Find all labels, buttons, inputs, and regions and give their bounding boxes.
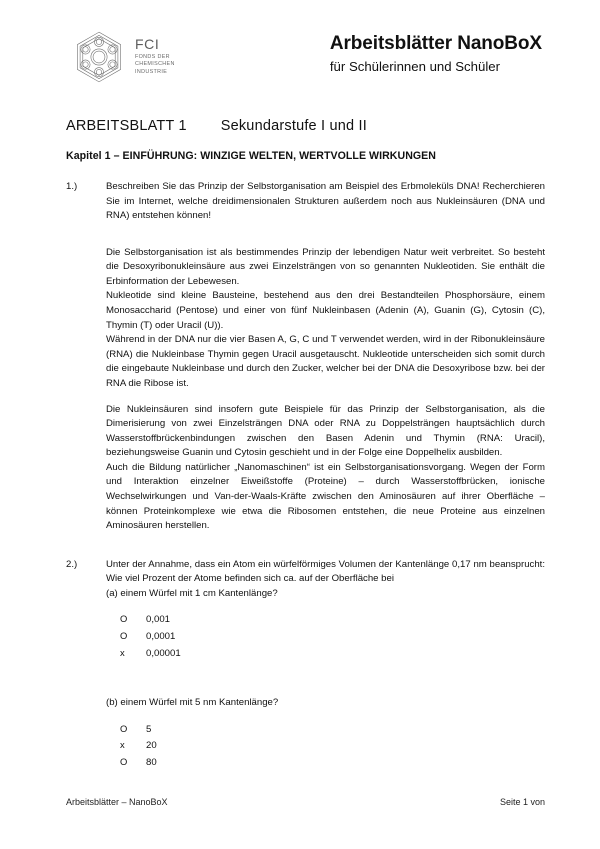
answer-paragraph: Während in der DNA nur die vier Basen A, G, C und T verwendet werden, wird in der Ribonukleinsäure (RNA) die Nukleinbase Thymin gegen Uracil ausgetauscht. Nukleotide unterscheiden sich somit durch die eingebaute Nukleinbase und durch den Zucker, welcher bei der DNA die Desoxyribose bzw. bei der RNA die Ribose ist. <box>106 334 545 389</box>
option-marker-selected[interactable]: x <box>120 646 125 658</box>
header-title-block <box>330 33 542 75</box>
spacer <box>0 673 600 685</box>
spacer <box>0 534 600 546</box>
option-value: 0,001 <box>146 614 171 626</box>
option-row[interactable] <box>120 737 600 754</box>
option-marker[interactable]: O <box>120 755 128 767</box>
spacer <box>0 224 600 235</box>
option-marker[interactable]: O <box>120 629 128 641</box>
worksheet-sheet-label: ARBEITSBLATT 1 <box>66 118 187 134</box>
answer-paragraph: Nukleotide sind kleine Bausteine, bestehend aus den drei Bestandteilen Phosphorsäure, einem Monosaccharid (Pentose) und einer von fünf Nukleinbasen (Adenin (A), Guanin (G), Cytosin (C), Thymin (T) oder Uracil (U)). <box>106 290 545 331</box>
spacer <box>0 546 600 558</box>
question-2a-label: (a) einem Würfel mit 1 cm Kantenlänge? <box>106 587 278 599</box>
question-1-prompt: Beschreiben Sie das Prinzip der Selbstorganisation am Beispiel des Erbmoleküls DNA! Recherchieren Sie im Internet, welche dreidimensionalen Strukturen außerdem noch aus Nukleinsäuren (DNA und RNA) entstehen können! <box>106 181 545 222</box>
question-1-answer <box>106 246 545 534</box>
footer-page-number: Seite 1 von <box>499 797 545 807</box>
worksheet-content <box>0 180 600 770</box>
fci-subtitle-line-2: CHEMISCHEN <box>135 61 175 68</box>
fci-subtitle-line-1: FONDS DER <box>135 53 170 60</box>
question-2b-label: (b) einem Würfel mit 5 nm Kantenlänge? <box>106 697 279 709</box>
option-marker[interactable]: O <box>120 722 128 734</box>
question-2-number: 2.) <box>66 558 78 570</box>
option-row[interactable] <box>120 754 600 771</box>
worksheet-level-label: Sekundarstufe I und II <box>220 118 367 134</box>
question-1-number: 1.) <box>66 181 78 192</box>
question-1 <box>0 180 600 224</box>
page-footer <box>0 797 600 813</box>
fci-logo <box>72 30 175 84</box>
fci-hexagon-logo-icon <box>72 30 126 84</box>
fci-logo-text <box>135 37 175 77</box>
question-2-prompt: Unter der Annahme, dass ein Atom ein würfelförmiges Volumen der Kantenlänge 0,17 nm beansprucht: Wie viel Prozent der Atome befinden sich ca. auf der Oberfläche bei <box>106 558 545 585</box>
question-2 <box>0 558 600 587</box>
option-value: 0,00001 <box>146 647 181 659</box>
spacer <box>0 685 600 696</box>
option-row[interactable] <box>120 628 600 645</box>
option-row[interactable] <box>120 611 600 628</box>
question-2a-options[interactable] <box>120 611 600 661</box>
option-row[interactable] <box>120 721 600 738</box>
question-2b-options[interactable] <box>120 721 600 771</box>
option-marker-selected[interactable]: x <box>120 739 125 751</box>
option-row[interactable] <box>120 645 600 662</box>
fci-subtitle-line-3: INDUSTRIE <box>135 69 168 76</box>
option-value: 5 <box>146 723 152 735</box>
document-title: Arbeitsblätter NanoBoX <box>329 33 542 54</box>
document-subtitle: für Schülerinnen und Schüler <box>329 58 500 74</box>
worksheet-title-line <box>66 118 367 134</box>
footer-document-name: Arbeitsblätter – NanoBoX <box>66 797 168 807</box>
spacer <box>0 235 600 246</box>
option-value: 0,0001 <box>146 630 176 642</box>
spacer <box>0 661 600 673</box>
page-header <box>0 0 600 100</box>
answer-paragraph: Die Nukleinsäuren sind insofern gute Beispiele für das Prinzip der Selbstorganisation, als die Dimerisierung von zwei Einzelsträngen DNA oder RNA zu Doppelsträngen hauptsächlich durch Wasserstoffbrückenbindungen zwischen den Basen Adenin und Thymin (RNA: Uracil), beziehungsweise Guanin und Cytosin geschieht und in der Folge eine Doppelhelix ausbilden. <box>106 403 545 459</box>
option-marker[interactable]: O <box>120 613 128 625</box>
answer-paragraph: Die Selbstorganisation ist als bestimmendes Prinzip der lebendigen Natur weit verbreitet. So besteht die Desoxyribonukleinsäure aus zwei Einzelsträngen von so genannten Nukleotiden. Sie enthält die Erbinformation der Lebewesen. <box>106 246 545 287</box>
answer-paragraph: Auch die Bildung natürlicher „Nanomaschinen“ ist ein Selbstorganisationsvorgang. Wegen der Form und Interaktion einzelner Eiweißstoffe (Proteine) – durch Wasserstoffbrücken, ionische Wechselwirkungen und Van-der-Waals-Kräfte zwischen den Aminosäuren auf ihrer Oberfläche – können Proteinkomplexe wie etwa die Ribosomen entstehen, die neue Proteine aus einzelnen Aminosäuren herstellen. <box>106 461 545 532</box>
chapter-heading: Kapitel 1 – EINFÜHRUNG: WINZIGE WELTEN, WERTVOLLE WIRKUNGEN <box>66 150 437 162</box>
option-value: 80 <box>146 756 157 768</box>
fci-acronym: FCI <box>135 35 160 52</box>
spacer <box>106 392 545 403</box>
option-value: 20 <box>146 740 157 752</box>
